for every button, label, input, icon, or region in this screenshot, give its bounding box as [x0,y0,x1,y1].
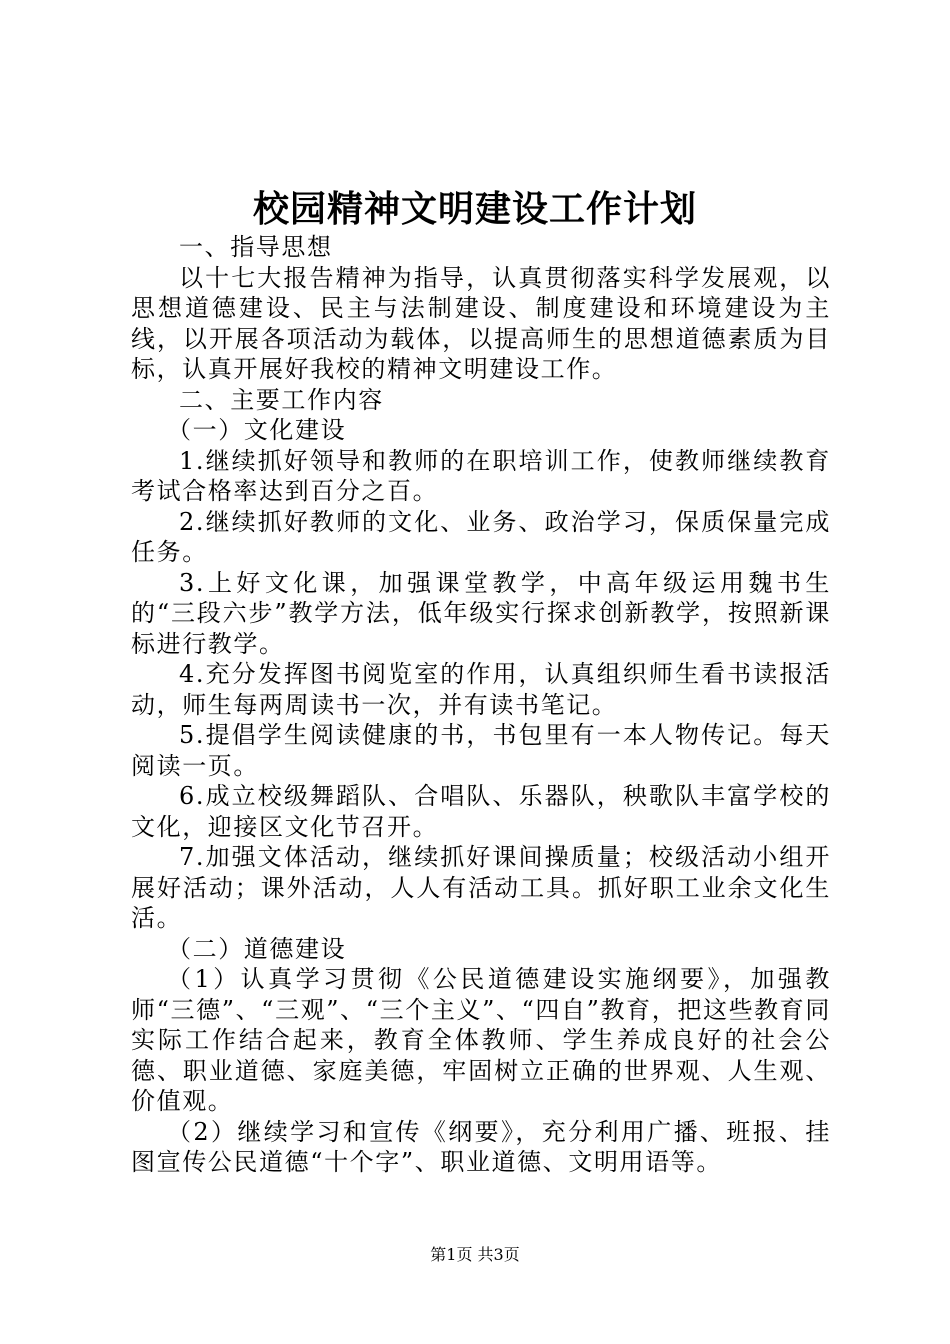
subsection-heading-culture: （一）文化建设 [167,416,347,444]
list-item-culture-1: 1.继续抓好领导和教师的在职培训工作，使教师继续教育考试合格率达到百分之百。 [131,446,831,505]
paragraph-guiding-ideology: 以十七大报告精神为指导，认真贯彻落实科学发展观，以思想道德建设、民主与法制建设、制度建设和环境建设为主线，以开展各项活动为载体，以提高师生的思想道德素质为目标，认真开展好我校的精神文明建设工作。 [131,263,831,383]
list-item-culture-4: 4.充分发挥图书阅览室的作用，认真组织师生看书读报活动，师生每两周读书一次，并有读书笔记。 [131,660,831,719]
section-heading-main-work: 二、主要工作内容 [179,385,384,414]
list-item-culture-6: 6.成立校级舞蹈队、合唱队、乐器队，秧歌队丰富学校的文化，迎接区文化节召开。 [131,782,831,841]
page-footer: 第1页 共3页 [430,1245,520,1264]
list-item-culture-3: 3.上好文化课，加强课堂教学，中高年级运用魏书生的“三段六步”教学方法，低年级实行探求创新教学，按照新课标进行教学。 [131,568,831,658]
list-item-culture-2: 2.继续抓好教师的文化、业务、政治学习，保质保量完成任务。 [131,507,831,566]
document-title: 校园精神文明建设工作计划 [252,188,697,230]
section-heading-guiding-ideology: 一、指导思想 [179,233,333,261]
subsection-heading-morality: （二）道德建设 [167,934,347,963]
document-body [131,232,831,1178]
list-item-morality-1: （1）认真学习贯彻《公民道德建设实施纲要》，加强教师“三德”、“三观”、“三个主义”、“四自”教育，把这些教育同实际工作结合起来，教育全体教师、学生养成良好的社会公德、职业道德、家庭美德，牢固树立正确的世界观、人生观、价值观。 [131,965,831,1115]
list-item-culture-5: 5.提倡学生阅读健康的书，书包里有一本人物传记。每天阅读一页。 [131,721,831,780]
list-item-culture-7: 7.加强文体活动，继续抓好课间操质量；校级活动小组开展好活动；课外活动，人人有活动工具。抓好职工业余文化生活。 [131,843,831,932]
list-item-morality-2: （2）继续学习和宣传《纲要》，充分利用广播、班报、挂图宣传公民道德“十个字”、职业道德、文明用语等。 [131,1117,831,1176]
